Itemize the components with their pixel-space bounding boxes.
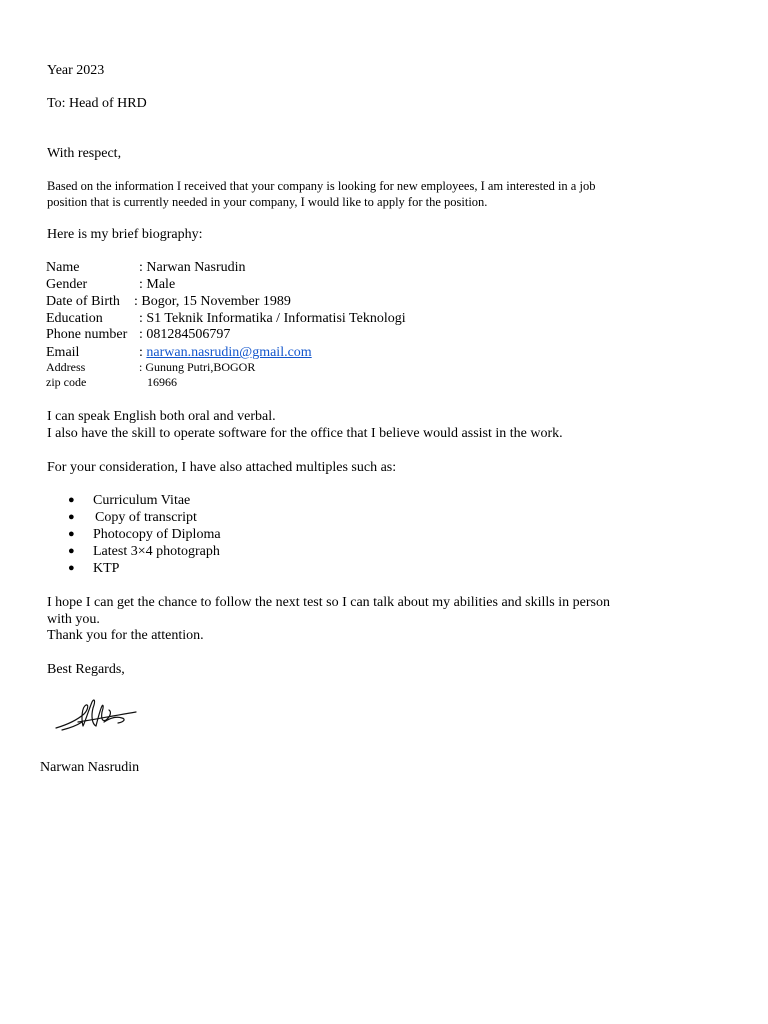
attachment-label: KTP bbox=[93, 561, 120, 576]
attachment-label: Latest 3×4 photograph bbox=[93, 544, 220, 559]
bio-label-name: Name bbox=[46, 260, 80, 275]
bio-value-phone: : 081284506797 bbox=[139, 327, 231, 342]
bullet-icon: ● bbox=[68, 494, 75, 506]
bio-label-phone: Phone number bbox=[46, 327, 128, 342]
closing-line-1: I hope I can get the chance to follow the next test so I can talk about my abilities and skills in person bbox=[47, 595, 610, 610]
bio-heading: Here is my brief biography: bbox=[47, 227, 203, 242]
bullet-icon: ● bbox=[68, 562, 75, 574]
regards-line: Best Regards, bbox=[47, 662, 125, 677]
closing-line-2: with you. bbox=[47, 612, 100, 627]
bio-value-dob: : Bogor, 15 November 1989 bbox=[134, 294, 291, 309]
bio-label-education: Education bbox=[46, 311, 103, 326]
bullet-icon: ● bbox=[68, 528, 75, 540]
letter-year: Year 2023 bbox=[47, 63, 105, 78]
bio-value-name: : Narwan Nasrudin bbox=[139, 260, 246, 275]
bio-label-email: Email bbox=[46, 345, 80, 360]
attachment-label: Copy of transcript bbox=[95, 510, 197, 525]
email-link[interactable]: narwan.nasrudin@gmail.com bbox=[146, 345, 312, 360]
bullet-icon: ● bbox=[68, 545, 75, 557]
attachment-label: Curriculum Vitae bbox=[93, 493, 191, 508]
skills-line-1: I can speak English both oral and verbal. bbox=[47, 409, 276, 424]
email-prefix: : bbox=[139, 345, 147, 360]
letter-recipient: To: Head of HRD bbox=[47, 96, 147, 111]
bio-value-zip: 16966 bbox=[147, 375, 177, 389]
bio-value-email bbox=[139, 344, 312, 361]
bio-label-gender: Gender bbox=[46, 277, 88, 292]
bullet-icon: ● bbox=[68, 511, 75, 523]
bio-label-dob: Date of Birth bbox=[46, 294, 120, 309]
bio-value-education: : S1 Teknik Informatika / Informatisi Teknologi bbox=[139, 311, 406, 326]
bio-value-address: : Gunung Putri,BOGOR bbox=[139, 360, 256, 374]
bio-label-address: Address bbox=[46, 360, 86, 374]
intro-line-1: Based on the information I received that your company is looking for new employees, I am interested in a job bbox=[47, 179, 596, 193]
attachment-label: Photocopy of Diploma bbox=[93, 527, 221, 542]
signature-name: Narwan Nasrudin bbox=[40, 760, 140, 775]
attachments-heading: For your consideration, I have also attached multiples such as: bbox=[47, 460, 397, 475]
thanks-line: Thank you for the attention. bbox=[47, 628, 204, 643]
skills-line-2: I also have the skill to operate software for the office that I believe would assist in the work. bbox=[47, 426, 563, 441]
bio-label-zip: zip code bbox=[46, 375, 87, 389]
letter-salutation: With respect, bbox=[47, 146, 122, 161]
intro-line-2: position that is currently needed in your company, I would like to apply for the position. bbox=[47, 195, 488, 209]
signature-image bbox=[52, 692, 142, 740]
bio-value-gender: : Male bbox=[139, 277, 176, 292]
